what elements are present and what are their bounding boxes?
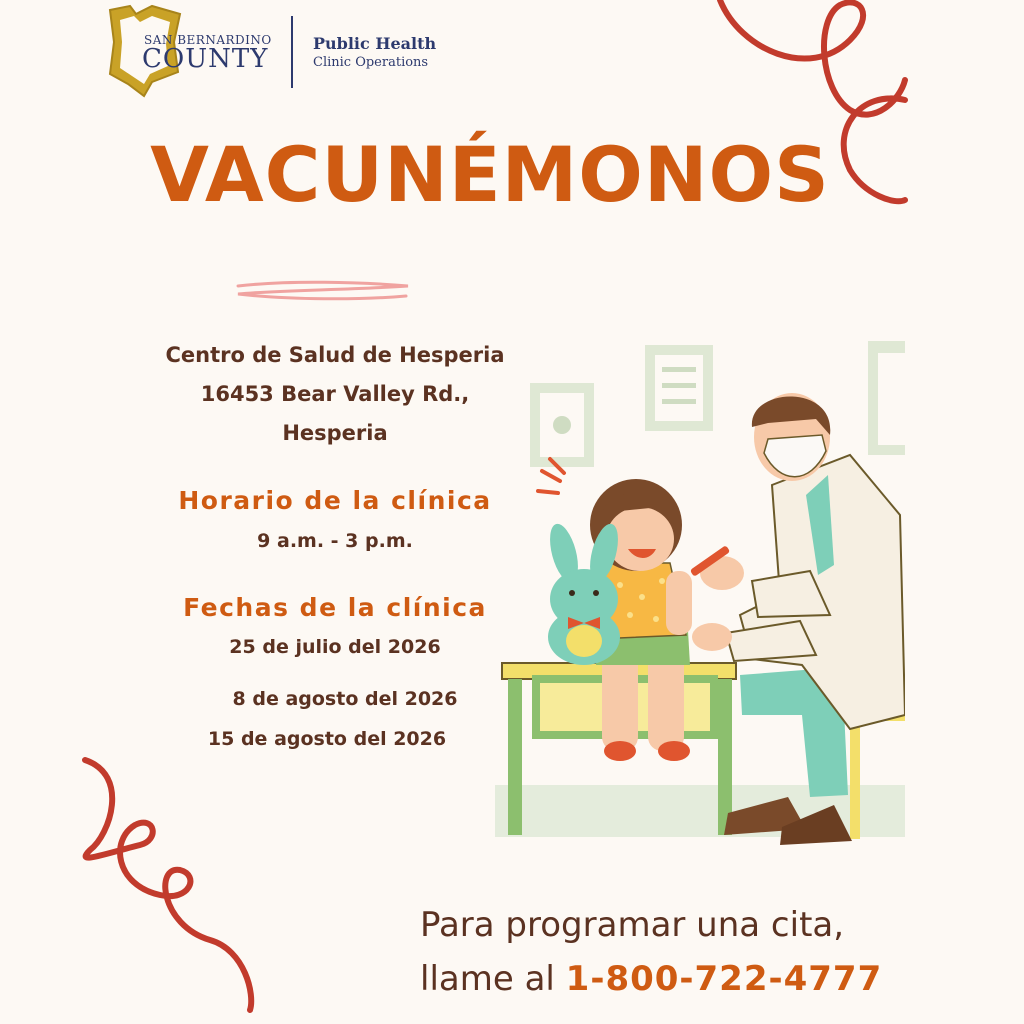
phone-number[interactable]: 1-800-722-4777	[565, 959, 883, 999]
cta-line2	[420, 952, 882, 1006]
doctor-vaccinating-child-icon	[490, 335, 905, 845]
location-line1: Centro de Salud de Hesperia	[165, 343, 505, 367]
dates-heading: Fechas de la clínica	[183, 593, 487, 622]
decorative-swirl-bottom-left	[70, 755, 270, 1015]
logo-agency-line2: COUNTY	[142, 44, 269, 74]
logo-divider	[291, 16, 293, 88]
logo-department: Public Health	[313, 34, 437, 53]
date-item: 25 de julio del 2026	[229, 636, 441, 658]
call-to-action	[420, 898, 882, 1006]
date-item: 15 de agosto del 2026	[207, 728, 447, 750]
cta-line2-prefix: llame al	[420, 959, 566, 999]
pink-squiggle-divider	[230, 278, 415, 308]
location-line3: Hesperia	[282, 421, 388, 445]
hours-heading: Horario de la clínica	[178, 486, 492, 515]
location-line2: 16453 Bear Valley Rd.,	[200, 382, 470, 406]
logo-division: Clinic Operations	[313, 55, 429, 70]
hours-value: 9 a.m. - 3 p.m.	[257, 530, 413, 552]
page-title: VACUNÉMONOS	[150, 130, 830, 219]
cta-line1: Para programar una cita,	[420, 905, 845, 945]
date-item: 8 de agosto del 2026	[232, 688, 458, 710]
logo-agency-line1: SAN BERNARDINO	[144, 33, 272, 47]
clinic-location	[130, 336, 540, 453]
